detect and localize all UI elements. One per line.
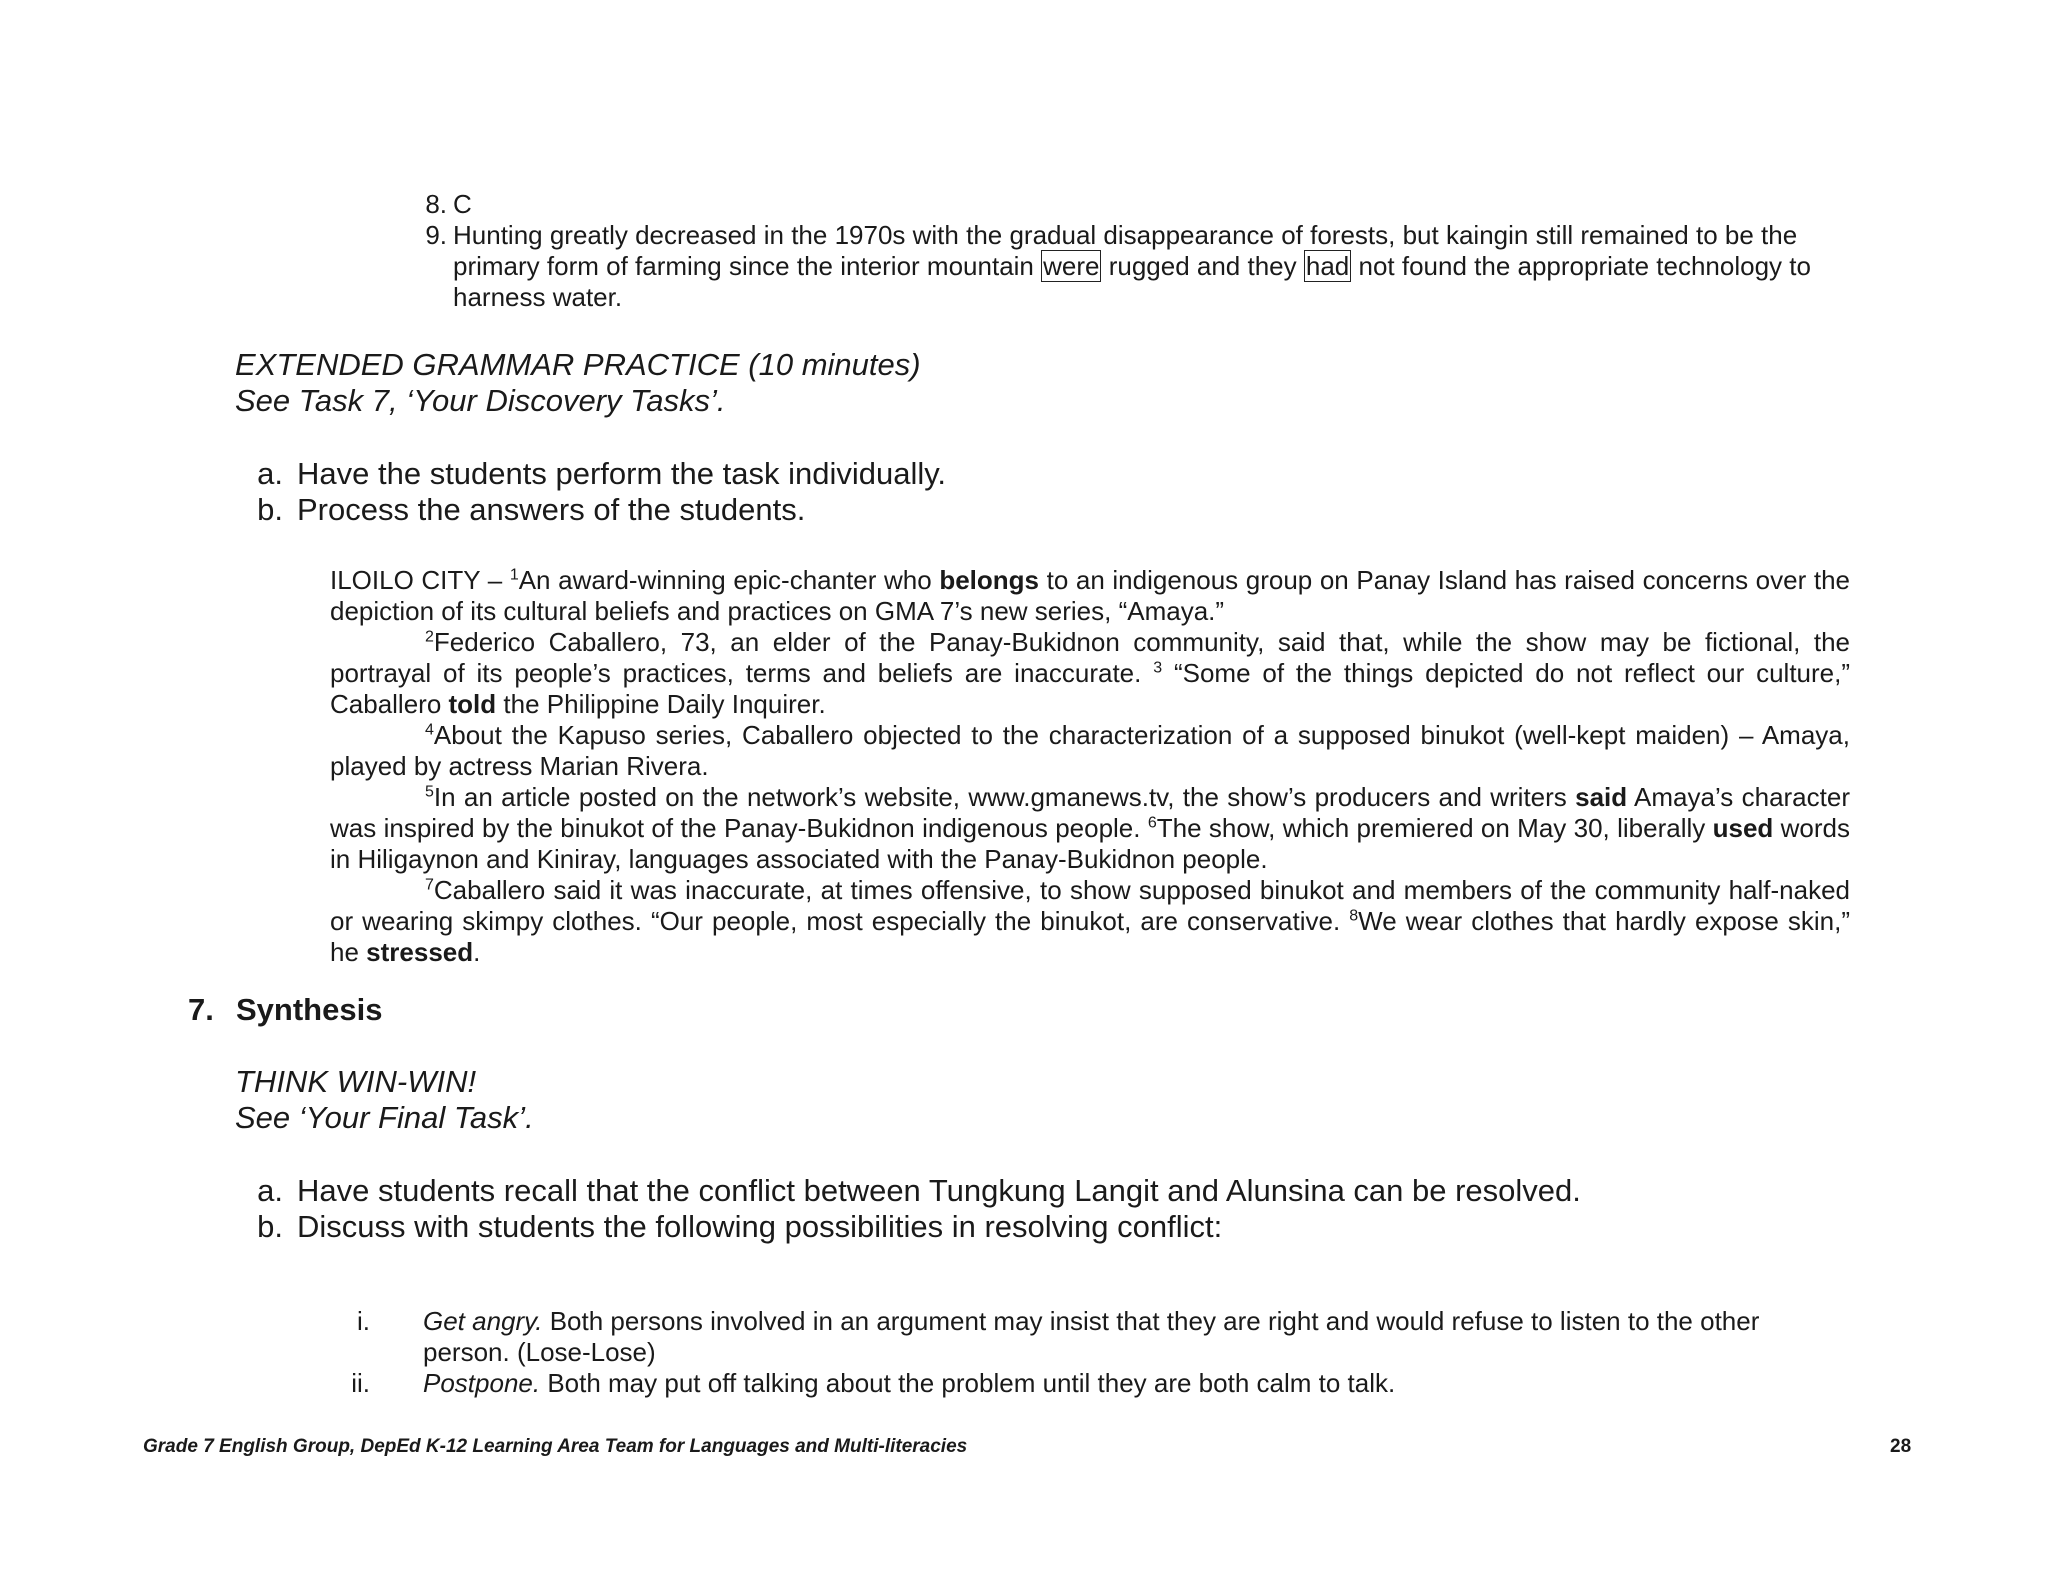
section-heading bbox=[188, 992, 382, 1028]
section-title: Synthesis bbox=[236, 992, 383, 1027]
answer-item-8 bbox=[400, 189, 1830, 220]
list-item: b. Discuss with students the following possibilities in resolving conflict: bbox=[257, 1209, 1223, 1244]
list-item: a. Have the students perform the task individually. bbox=[257, 456, 947, 491]
section-number: 7. bbox=[188, 992, 214, 1027]
answer-number: 8. bbox=[425, 189, 447, 219]
passage-paragraph: $^7$Caballero said it was inaccurate, at times offensive, to show supposed binukot and members of the community half-naked or wearing skimpy clothes. “Our people, most especially the binukot, are conservative. $^8$We wear clothes that hardly expose skin,” he stressed. bbox=[330, 875, 1850, 967]
passage-paragraph: $^4$About the Kapuso series, Caballero objected to the characterization of a supposed binukot (well-kept maiden) – Amaya, played by actress Marian Rivera. bbox=[330, 720, 1850, 781]
conflict-options bbox=[330, 1306, 1838, 1399]
extended-subtitle: See Task 7, ‘Your Discovery Tasks’. bbox=[235, 383, 726, 418]
answer-list bbox=[400, 189, 1830, 313]
synthesis-steps bbox=[235, 1173, 1795, 1245]
list-item: a. Have students recall that the conflict between Tungkung Langit and Alunsina can be resolved. bbox=[257, 1173, 1581, 1208]
answer-item-9 bbox=[400, 220, 1830, 313]
news-passage bbox=[330, 565, 1850, 968]
list-item: i. Get angry. Both persons involved in an argument may insist that they are right and would refuse to listen to the other person. (Lose-Lose) bbox=[357, 1306, 1760, 1367]
answer-text: Hunting greatly decreased in the 1970s with the gradual disappearance of forests, but kaingin still remained to be the primary form of farming since the interior mountain were rugged and they had not found the appropriate technology to harness water. bbox=[453, 220, 1811, 312]
passage-paragraph: $^5$In an article posted on the network’s website, www.gmanews.tv, the show’s producers and writers said Amaya’s character was inspired by the binukot of the Panay-Bukidnon indigenous people. $^6$The show, which premiered on May 30, liberally used words in Hiligaynon and Kiniray, languages associated with the Panay-Bukidnon people. bbox=[330, 782, 1850, 874]
page-number: 28 bbox=[1890, 1436, 1912, 1457]
answer-number: 9. bbox=[425, 220, 447, 250]
passage-paragraph: ILOILO CITY – $^1$An award-winning epic-chanter who belongs to an indigenous group on Panay Island has raised concerns over the depiction of its cultural beliefs and practices on GMA 7’s new series, “Amaya.” bbox=[330, 565, 1850, 626]
list-item: b. Process the answers of the students. bbox=[257, 492, 806, 527]
boxed-word: were bbox=[1043, 251, 1100, 281]
boxed-word: had bbox=[1305, 251, 1350, 281]
page-footer: Grade 7 English Group, DepEd K-12 Learning Area Team for Languages and Multi-literacies bbox=[143, 1436, 968, 1457]
answer-text: C bbox=[453, 189, 472, 219]
synthesis-subtitle: THINK WIN-WIN! bbox=[235, 1064, 477, 1099]
passage-paragraph: $^2$Federico Caballero, 73, an elder of the Panay-Bukidnon community, said that, while the show may be fictional, the portrayal of its people’s practices, terms and beliefs are inaccurate. $^3$ “Some of the things depicted do not reflect our culture,” Caballero told the Philippine Daily Inquirer. bbox=[330, 627, 1850, 719]
extended-steps bbox=[235, 456, 1735, 528]
list-item: ii. Postpone. Both may put off talking about the problem until they are both calm to talk. bbox=[351, 1368, 1396, 1398]
extended-title: EXTENDED GRAMMAR PRACTICE (10 minutes) bbox=[235, 347, 921, 382]
synthesis-see: See ‘Your Final Task’. bbox=[235, 1100, 534, 1135]
